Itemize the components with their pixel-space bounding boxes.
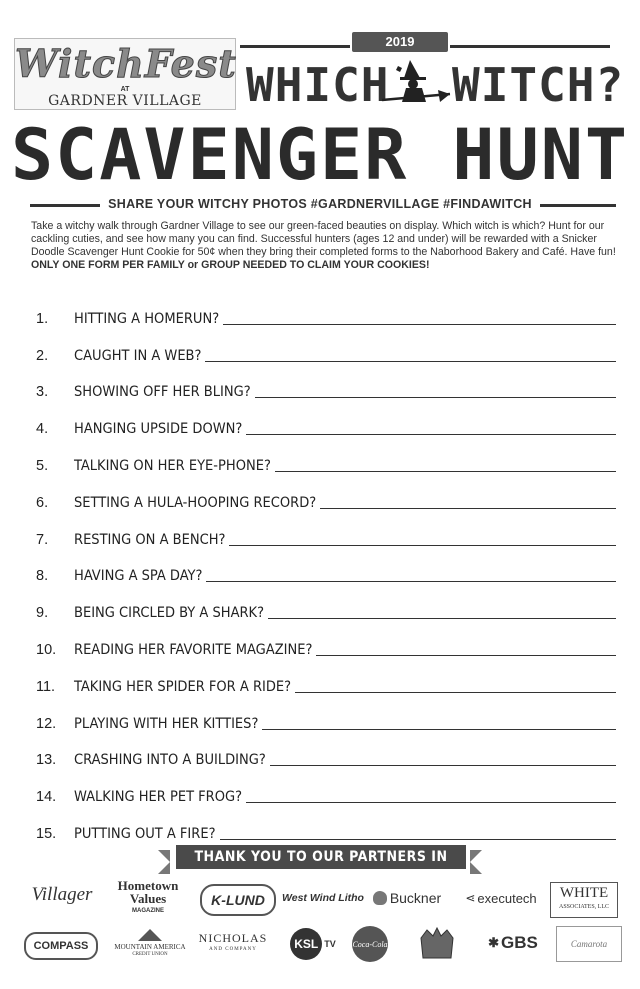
answer-line[interactable] (246, 433, 616, 435)
question-number: 2. (36, 347, 49, 364)
nicholas-text: NICHOLAS (198, 931, 268, 945)
question-text: TALKING ON HER EYE-PHONE? (74, 457, 271, 474)
question-text: PUTTING OUT A FIRE? (74, 825, 216, 842)
question-number: 14. (36, 789, 57, 806)
question-number: 9. (36, 605, 49, 622)
arrow-icon: ⋖ (465, 891, 476, 905)
ribbon-tail (158, 850, 170, 874)
answer-line[interactable] (295, 691, 616, 693)
question-number: 7. (36, 531, 49, 548)
logo-subtitle: GARDNER VILLAGE (48, 93, 202, 109)
answer-line[interactable] (270, 764, 616, 766)
share-hashtags: SHARE YOUR WITCHY PHOTOS #GARDNERVILLAGE #FINDAWITCH (108, 197, 532, 211)
villager-logo-text: Villager (31, 884, 93, 905)
mountain-icon (138, 929, 162, 941)
question-row (36, 366, 616, 403)
question-row (36, 439, 616, 476)
compass-logo (24, 932, 98, 960)
west-wind-text: West Wind Litho (282, 892, 364, 904)
klund-logo (200, 884, 276, 916)
white-associates-logo (550, 882, 618, 918)
question-row (36, 550, 616, 587)
question-number: 5. (36, 457, 49, 474)
executech-text: executech (477, 890, 537, 906)
intro-text: Take a witchy walk through Gardner Village to see our green-faced beauties on display. Which witch is which? Hunt for our cackling cuties, and see how many you can find. Successful hunters (ages 12 and under) will be rewarded with a Snicker Doodle Scavenger Hunt Cookie for 50¢ when they bring their completed forms to the Naborhood Bakery and Café. Have fun! (31, 220, 616, 258)
camarota-text: Camarota (570, 939, 608, 949)
answer-line[interactable] (223, 323, 616, 325)
witchfest-logo (14, 38, 236, 110)
question-number: 4. (36, 421, 49, 438)
heading-which: WHICH (246, 58, 390, 112)
star-icon: ✱ (488, 935, 500, 950)
mascot-logo (414, 924, 460, 964)
question-row (36, 623, 616, 660)
logo-title: WitchFest (15, 41, 237, 86)
question-row (36, 292, 616, 329)
answer-line[interactable] (320, 507, 616, 509)
question-text: READING HER FAVORITE MAGAZINE? (74, 641, 313, 658)
question-number: 6. (36, 494, 49, 511)
question-number: 11. (36, 678, 56, 695)
answer-line[interactable] (275, 470, 616, 472)
question-number: 10. (36, 641, 57, 658)
ribbon-tail (470, 850, 482, 874)
intro-bold-note: ONLY ONE FORM PER FAMILY or GROUP NEEDED TO CLAIM YOUR COOKIES! (31, 259, 430, 271)
tree-icon (373, 891, 387, 905)
hometown-values-logo (104, 878, 192, 918)
answer-line[interactable] (229, 544, 616, 546)
villager-logo (24, 880, 100, 910)
year-ribbon: 2019 (352, 32, 448, 52)
buckner-text: Buckner (389, 890, 442, 906)
question-number: 1. (36, 310, 49, 327)
question-number: 8. (36, 568, 49, 585)
coca-cola-logo (352, 926, 388, 962)
question-number: 3. (36, 384, 49, 401)
ksl-tv-logo (286, 924, 340, 964)
buckner-logo (366, 886, 448, 910)
coca-cola-text: Coca-Cola (352, 939, 388, 949)
question-text: CAUGHT IN A WEB? (74, 347, 202, 364)
mountain-sub: CREDIT UNION (132, 952, 168, 957)
gbs-logo (478, 926, 548, 960)
question-row (36, 734, 616, 771)
question-number: 12. (36, 715, 57, 732)
question-row (36, 329, 616, 366)
white-sub: ASSOCIATES, LLC (558, 904, 609, 910)
west-wind-litho-logo (280, 886, 366, 910)
question-row (36, 402, 616, 439)
answer-line[interactable] (220, 838, 616, 840)
question-row (36, 770, 616, 807)
question-number: 13. (36, 752, 57, 769)
witch-on-broom-icon (380, 56, 452, 112)
nicholas-logo (196, 930, 270, 958)
partners-heading: THANK YOU TO OUR PARTNERS IN BUSINESS (176, 845, 466, 869)
question-text: RESTING ON A BENCH? (74, 531, 226, 548)
divider (240, 45, 350, 48)
divider (540, 204, 616, 207)
hometown-values-text: Hometown Values (117, 878, 179, 906)
question-row (36, 807, 616, 844)
castle-badge-icon (417, 926, 457, 962)
question-number: 15. (36, 825, 57, 842)
question-text: PLAYING WITH HER KITTIES? (74, 715, 259, 732)
hometown-values-sub: MAGAZINE (132, 907, 164, 914)
question-text: SETTING A HULA-HOOPING RECORD? (74, 494, 317, 511)
answer-line[interactable] (316, 654, 616, 656)
intro-paragraph (31, 220, 616, 272)
white-text: WHITE (559, 885, 609, 901)
question-text: HAVING A SPA DAY? (74, 568, 203, 585)
divider (450, 45, 610, 48)
question-row (36, 586, 616, 623)
question-row (36, 660, 616, 697)
page-title: SCAVENGER HUNT (10, 114, 629, 196)
heading-witch: WITCH? (452, 58, 625, 112)
question-text: CRASHING INTO A BUILDING? (74, 752, 266, 769)
mountain-text: MOUNTAIN AMERICA (114, 943, 186, 951)
ksl-tv-text: TV (324, 939, 336, 949)
answer-line[interactable] (205, 360, 616, 362)
gbs-text: GBS (501, 933, 538, 952)
ksl-text: KSL (290, 928, 322, 960)
compass-text: COMPASS (33, 940, 89, 952)
question-text: TAKING HER SPIDER FOR A RIDE? (74, 678, 292, 695)
answer-line[interactable] (206, 580, 616, 582)
executech-logo (456, 886, 546, 910)
question-row (36, 697, 616, 734)
camarota-logo (556, 926, 622, 962)
answer-line[interactable] (255, 396, 616, 398)
question-text: WALKING HER PET FROG? (74, 789, 243, 806)
answer-line[interactable] (246, 801, 616, 803)
question-list (36, 292, 616, 844)
question-text: HANGING UPSIDE DOWN? (74, 421, 243, 438)
nicholas-sub: AND COMPANY (209, 947, 257, 952)
logo-at: AT (120, 86, 130, 93)
answer-line[interactable] (262, 728, 616, 730)
klund-text: K-LUND (211, 892, 265, 908)
question-row (36, 476, 616, 513)
question-text: BEING CIRCLED BY A SHARK? (74, 605, 265, 622)
question-text: SHOWING OFF HER BLING? (74, 384, 251, 401)
answer-line[interactable] (268, 617, 616, 619)
question-text: HITTING A HOMERUN? (74, 310, 220, 327)
question-row (36, 513, 616, 550)
mountain-america-logo (110, 926, 190, 962)
